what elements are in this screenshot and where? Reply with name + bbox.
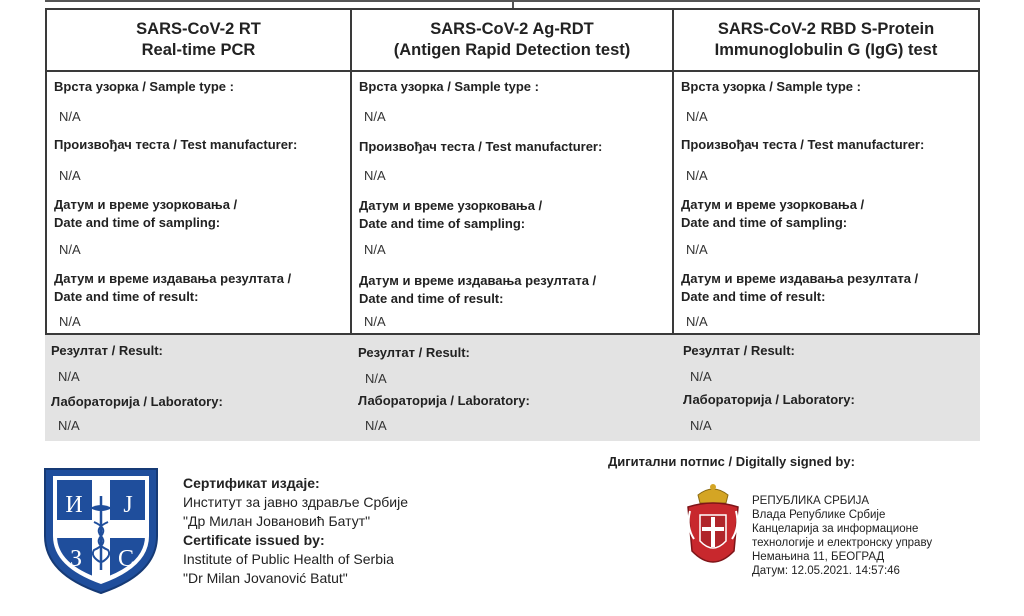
manufacturer-label: Произвођач теста / Test manufacturer: [359, 139, 603, 154]
signer-line: РЕПУБЛИКА СРБИЈА [752, 495, 870, 507]
institute-shield-logo [42, 466, 160, 596]
manufacturer-value: N/A [59, 168, 81, 183]
signer-line: технологије и електронску управу [752, 537, 933, 549]
result-band [45, 335, 980, 441]
sample-type-label: Врста узорка / Sample type : [54, 79, 234, 94]
sampling-value: N/A [59, 242, 81, 257]
sampling-label-en: Date and time of sampling: [54, 215, 221, 230]
laboratory-label: Лабораторија / Laboratory: [51, 394, 223, 409]
result-time-label-en: Date and time of result: [681, 289, 826, 304]
signer-line: Влада Републике Србије [752, 509, 886, 521]
result-time-label-en: Date and time of result: [359, 291, 504, 306]
issuer-label-en: Certificate issued by: [183, 532, 325, 548]
manufacturer-value: N/A [364, 168, 386, 183]
sampling-label-en: Date and time of sampling: [359, 216, 526, 231]
digital-signature-label: Дигитални потпис / Digitally signed by: [608, 454, 855, 469]
logo-letter: Ј [123, 492, 133, 518]
sampling-value: N/A [364, 242, 386, 257]
column-title-line1: SARS-CoV-2 RT [136, 20, 261, 38]
sample-type-value: N/A [59, 109, 81, 124]
sampling-label-en: Date and time of sampling: [681, 215, 848, 230]
column-ag-rdt [350, 10, 672, 333]
column-igg [672, 10, 978, 333]
sampling-label-sr: Датум и време узорковања / [54, 197, 238, 212]
column-title-line1: SARS-CoV-2 RBD S-Protein [717, 20, 935, 38]
logo-letter: С [117, 546, 135, 572]
sample-type-label: Врста узорка / Sample type : [681, 79, 861, 94]
result-time-value: N/A [364, 314, 386, 329]
column-title-line2: (Antigen Rapid Detection test) [393, 41, 631, 59]
sampling-label-sr: Датум и време узорковања / [359, 198, 543, 213]
column-title-line2: Immunoglobulin G (IgG) test [714, 41, 938, 59]
signer-line: Канцеларија за информационе [752, 523, 919, 535]
sampling-label-sr: Датум и време узорковања / [681, 197, 865, 212]
issuer-subname-en: "Dr Milan Jovanović Batut" [183, 570, 348, 586]
signer-timestamp: Датум: 12.05.2021. 14:57:46 [752, 565, 900, 577]
sample-type-value: N/A [364, 109, 386, 124]
result-label: Резултат / Result: [51, 343, 163, 358]
column-title-line2: Real-time PCR [141, 41, 256, 59]
manufacturer-label: Произвођач теста / Test manufacturer: [54, 137, 298, 152]
logo-letter: И [65, 492, 83, 518]
manufacturer-label: Произвођач теста / Test manufacturer: [681, 137, 925, 152]
result-time-value: N/A [59, 314, 81, 329]
laboratory-value: N/A [690, 418, 712, 433]
result-time-value: N/A [686, 314, 708, 329]
result-time-label-sr: Датум и време издавања резултата / [54, 271, 292, 286]
laboratory-label: Лабораторија / Laboratory: [358, 393, 530, 408]
test-table [45, 8, 980, 335]
logo-letter: З [69, 546, 83, 572]
column-header [47, 10, 350, 72]
column-header [674, 10, 978, 72]
result-label: Резултат / Result: [358, 345, 470, 360]
serbia-coat-of-arms-icon [684, 481, 742, 573]
sampling-value: N/A [686, 242, 708, 257]
result-value: N/A [365, 371, 387, 386]
laboratory-label: Лабораторија / Laboratory: [683, 392, 855, 407]
result-label: Резултат / Result: [683, 343, 795, 358]
result-value: N/A [58, 369, 80, 384]
issuer-subname-sr: "Др Милан Јовановић Батут" [183, 513, 371, 529]
issuer-label-sr: Сертификат издаје: [183, 475, 320, 491]
laboratory-value: N/A [58, 418, 80, 433]
issuer-name-en: Institute of Public Health of Serbia [183, 551, 394, 567]
result-value: N/A [690, 369, 712, 384]
issuer-name-sr: Институт за јавно здравље Србије [183, 494, 409, 510]
result-time-label-en: Date and time of result: [54, 289, 199, 304]
manufacturer-value: N/A [686, 168, 708, 183]
column-pcr [47, 10, 350, 333]
laboratory-value: N/A [365, 418, 387, 433]
top-border-tick [512, 0, 514, 8]
signer-block [752, 494, 932, 578]
column-title-line1: SARS-CoV-2 Ag-RDT [430, 20, 594, 38]
signer-line: Немањина 11, БЕОГРАД [752, 551, 885, 563]
issuer-block [183, 474, 408, 588]
result-time-label-sr: Датум и време издавања резултата / [359, 273, 597, 288]
sample-type-label: Врста узорка / Sample type : [359, 79, 539, 94]
result-time-label-sr: Датум и време издавања резултата / [681, 271, 919, 286]
column-header [352, 10, 672, 72]
sample-type-value: N/A [686, 109, 708, 124]
